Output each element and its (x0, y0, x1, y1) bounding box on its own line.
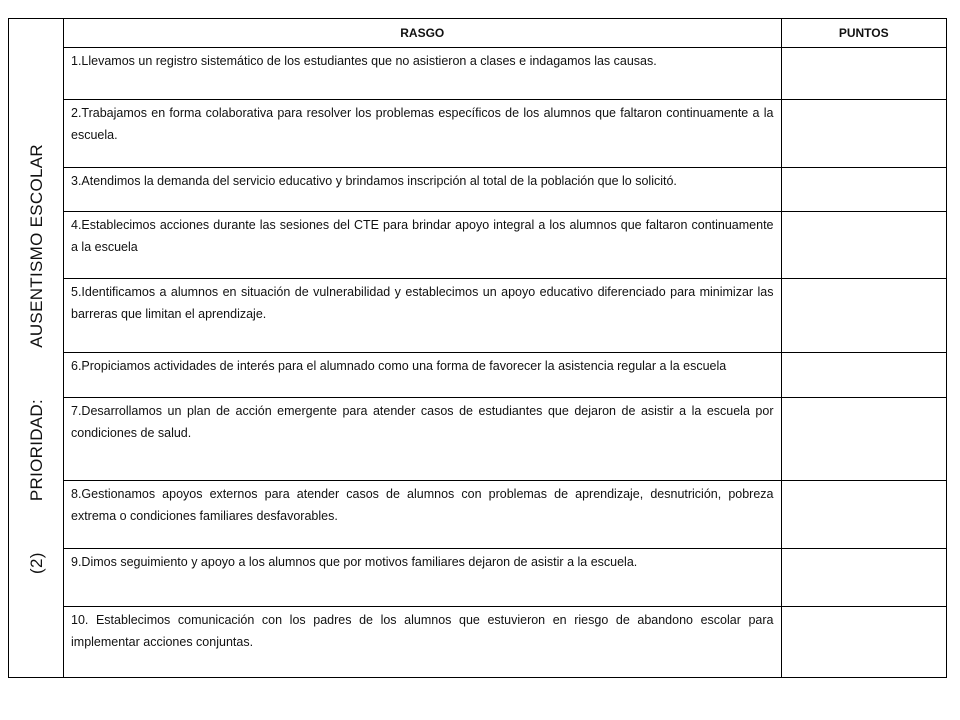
puntos-cell[interactable] (781, 48, 946, 100)
rasgo-cell: 5.Identificamos a alumnos en situación de vulnerabilidad y establecimos un apoyo educativo diferenciado para minimizar las barreras que limitan el aprendizaje. (64, 279, 781, 353)
puntos-cell[interactable] (781, 549, 946, 607)
puntos-cell[interactable] (781, 279, 946, 353)
priority-title (27, 144, 47, 574)
puntos-cell[interactable] (781, 353, 946, 398)
table-row (64, 48, 946, 100)
priority-number: (2) (27, 552, 46, 574)
table-row (64, 398, 946, 481)
rasgo-cell: 10. Establecimos comunicación con los padres de los alumnos que estuvieron en riesgo de abandono escolar para implementar acciones conjuntas. (64, 607, 781, 677)
puntos-cell[interactable] (781, 607, 946, 677)
puntos-cell[interactable] (781, 398, 946, 481)
rasgo-cell: 8.Gestionamos apoyos externos para atender casos de alumnos con problemas de aprendizaje, desnutrición, pobreza extrema o condiciones familiares desfavorables. (64, 481, 781, 549)
rasgo-cell: 9.Dimos seguimiento y apoyo a los alumnos que por motivos familiares dejaron de asistir a la escuela. (64, 549, 781, 607)
table-row (64, 212, 946, 279)
column-header-rasgo: RASGO (64, 19, 781, 48)
table-row (64, 481, 946, 549)
table-header-row (64, 19, 946, 48)
puntos-cell[interactable] (781, 100, 946, 168)
rubric-table (64, 19, 946, 677)
rubric-sheet (8, 18, 947, 678)
rasgo-cell: 3.Atendimos la demanda del servicio educativo y brindamos inscripción al total de la población que lo solicitó. (64, 168, 781, 212)
priority-label: PRIORIDAD: (27, 398, 46, 502)
table-row (64, 100, 946, 168)
rasgo-cell: 2.Trabajamos en forma colaborativa para resolver los problemas específicos de los alumnos que faltaron continuamente a la escuela. (64, 100, 781, 168)
table-row (64, 168, 946, 212)
table-row (64, 607, 946, 677)
rasgo-cell: 6.Propiciamos actividades de interés para el alumnado como una forma de favorecer la asistencia regular a la escuela (64, 353, 781, 398)
table-row (64, 279, 946, 353)
column-header-puntos: PUNTOS (781, 19, 946, 48)
puntos-cell[interactable] (781, 212, 946, 279)
rasgo-cell: 7.Desarrollamos un plan de acción emergente para atender casos de estudiantes que dejaron de asistir a la escuela por condiciones de salud. (64, 398, 781, 481)
puntos-cell[interactable] (781, 168, 946, 212)
priority-side-label (9, 19, 64, 677)
table-row (64, 549, 946, 607)
table-row (64, 353, 946, 398)
puntos-cell[interactable] (781, 481, 946, 549)
rasgo-cell: 1.Llevamos un registro sistemático de los estudiantes que no asistieron a clases e indagamos las causas. (64, 48, 781, 100)
priority-name: AUSENTISMO ESCOLAR (27, 144, 46, 348)
rasgo-cell: 4.Establecimos acciones durante las sesiones del CTE para brindar apoyo integral a los alumnos que faltaron continuamente a la escuela (64, 212, 781, 279)
